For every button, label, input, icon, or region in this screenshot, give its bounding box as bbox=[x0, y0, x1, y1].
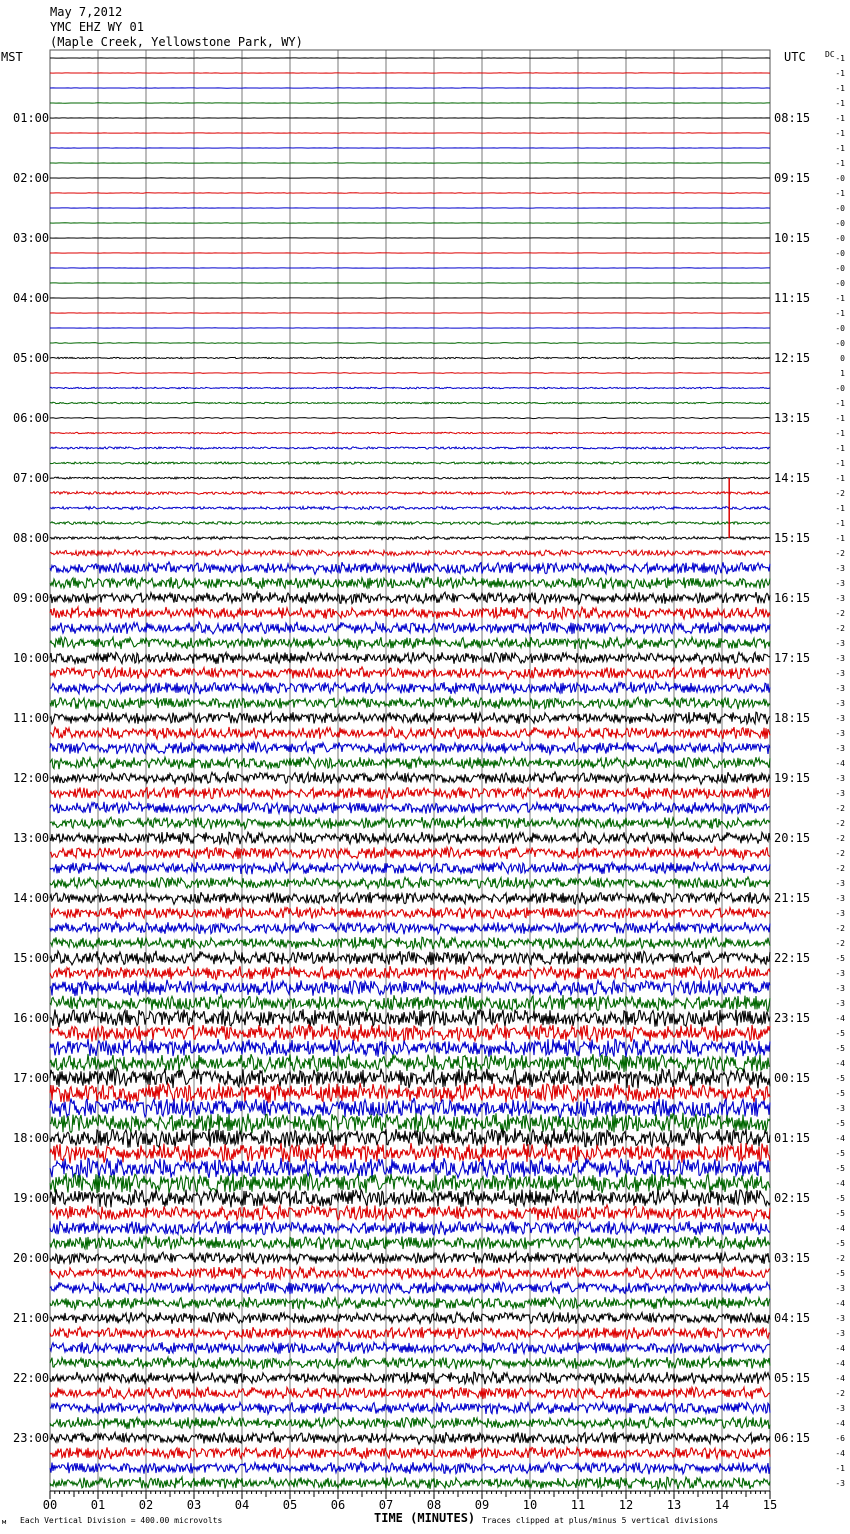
left-hour-label: 18:00 bbox=[13, 1131, 50, 1145]
dc-value: -4 bbox=[835, 1224, 845, 1233]
left-hour-label: 17:00 bbox=[13, 1071, 50, 1085]
left-hour-label: 22:00 bbox=[13, 1371, 50, 1385]
dc-value: -0 bbox=[835, 279, 845, 288]
trace-line bbox=[50, 907, 770, 919]
left-hour-label: 23:00 bbox=[13, 1431, 50, 1445]
dc-value: -5 bbox=[835, 954, 845, 963]
left-hour-label: 02:00 bbox=[13, 171, 50, 185]
dc-value: -3 bbox=[835, 774, 845, 783]
trace-line bbox=[50, 1282, 770, 1294]
left-hour-label: 07:00 bbox=[13, 471, 50, 485]
dc-value: -1 bbox=[835, 534, 845, 543]
dc-value: -1 bbox=[835, 114, 845, 123]
x-tick-label: 05 bbox=[282, 1498, 298, 1512]
right-hour-label: 18:15 bbox=[774, 711, 811, 725]
left-hour-label: 09:00 bbox=[13, 591, 50, 605]
clip-note: Traces clipped at plus/minus 5 vertical divisions bbox=[482, 1516, 719, 1525]
trace-line bbox=[50, 562, 770, 574]
dc-value: -1 bbox=[835, 414, 845, 423]
trace-line bbox=[50, 432, 770, 434]
right-hour-label: 10:15 bbox=[774, 231, 811, 245]
left-hour-label: 04:00 bbox=[13, 291, 50, 305]
dc-value: -2 bbox=[835, 819, 845, 828]
trace-line bbox=[50, 1462, 770, 1474]
trace-line bbox=[50, 1252, 770, 1264]
header-date: May 7,2012 bbox=[50, 5, 123, 19]
trace-line bbox=[50, 402, 770, 404]
dc-value: -2 bbox=[835, 924, 845, 933]
header-station: YMC EHZ WY 01 bbox=[50, 20, 144, 34]
x-tick-label: 07 bbox=[378, 1498, 394, 1512]
dc-value: -4 bbox=[835, 1359, 845, 1368]
dc-value: -3 bbox=[835, 1404, 845, 1413]
dc-value: 0 bbox=[840, 354, 845, 363]
dc-value: -1 bbox=[835, 519, 845, 528]
x-tick-label: 08 bbox=[426, 1498, 442, 1512]
trace-line bbox=[50, 892, 770, 904]
trace-line bbox=[50, 667, 770, 679]
right-hour-label: 01:15 bbox=[774, 1131, 811, 1145]
dc-value: -4 bbox=[835, 1134, 845, 1143]
left-hour-label: 01:00 bbox=[13, 111, 50, 125]
left-hour-label: 08:00 bbox=[13, 531, 50, 545]
trace-line bbox=[50, 477, 770, 479]
dc-value: -4 bbox=[835, 1014, 845, 1023]
dc-value: -5 bbox=[835, 1149, 845, 1158]
dc-value: -1 bbox=[835, 309, 845, 318]
dc-value: -4 bbox=[835, 1344, 845, 1353]
trace-line bbox=[50, 1024, 770, 1042]
left-hour-label: 06:00 bbox=[13, 411, 50, 425]
trace-line bbox=[50, 1327, 770, 1339]
dc-value: -0 bbox=[835, 234, 845, 243]
right-hour-label: 19:15 bbox=[774, 771, 811, 785]
right-hour-label: 11:15 bbox=[774, 291, 811, 305]
trace-line bbox=[50, 1417, 770, 1429]
left-hour-label: 10:00 bbox=[13, 651, 50, 665]
trace-line bbox=[50, 682, 770, 694]
trace-line bbox=[50, 966, 770, 980]
left-hour-label: 13:00 bbox=[13, 831, 50, 845]
right-hour-label: 22:15 bbox=[774, 951, 811, 965]
right-hour-label: 02:15 bbox=[774, 1191, 811, 1205]
dc-value: -2 bbox=[835, 1389, 845, 1398]
trace-line bbox=[50, 787, 770, 799]
left-hour-label: 21:00 bbox=[13, 1311, 50, 1325]
x-axis bbox=[43, 1491, 777, 1512]
dc-value: -4 bbox=[835, 1449, 845, 1458]
trace-line bbox=[50, 417, 770, 418]
trace-line bbox=[50, 343, 770, 344]
right-hour-label: 04:15 bbox=[774, 1311, 811, 1325]
dc-value: -0 bbox=[835, 219, 845, 228]
dc-value: -3 bbox=[835, 999, 845, 1008]
dc-value: -1 bbox=[835, 99, 845, 108]
trace-line bbox=[50, 1357, 770, 1369]
dc-value: -3 bbox=[835, 969, 845, 978]
dc-value: -5 bbox=[835, 1269, 845, 1278]
dc-value: -3 bbox=[835, 1329, 845, 1338]
dc-value: -3 bbox=[835, 744, 845, 753]
dc-value: -5 bbox=[835, 1074, 845, 1083]
trace-line bbox=[50, 757, 770, 769]
trace-line bbox=[50, 1068, 770, 1088]
trace-line bbox=[50, 1113, 770, 1133]
trace-line bbox=[50, 832, 770, 844]
dc-value: -4 bbox=[835, 1419, 845, 1428]
dc-value: -0 bbox=[835, 264, 845, 273]
trace-line bbox=[50, 1387, 770, 1399]
dc-value: -6 bbox=[835, 1434, 845, 1443]
trace-line bbox=[50, 373, 770, 374]
trace-line bbox=[50, 536, 770, 539]
dc-value: -3 bbox=[835, 1479, 845, 1488]
dc-value: -3 bbox=[835, 984, 845, 993]
dc-value: -1 bbox=[835, 1464, 845, 1473]
right-hour-label: 06:15 bbox=[774, 1431, 811, 1445]
dc-value: -3 bbox=[835, 654, 845, 663]
dc-value: -3 bbox=[835, 1314, 845, 1323]
trace-line bbox=[50, 521, 770, 524]
right-hour-label: 17:15 bbox=[774, 651, 811, 665]
dc-value: -1 bbox=[835, 159, 845, 168]
right-hour-label: 00:15 bbox=[774, 1071, 811, 1085]
x-tick-label: 12 bbox=[618, 1498, 634, 1512]
x-axis-title: TIME (MINUTES) bbox=[374, 1511, 476, 1525]
dc-value: -3 bbox=[835, 894, 845, 903]
dc-value: -3 bbox=[835, 564, 845, 573]
scale-note: Each Vertical Division = 400.00 microvolts bbox=[20, 1516, 223, 1525]
trace-line bbox=[50, 387, 770, 389]
trace-line bbox=[50, 1342, 770, 1354]
left-hour-label: 15:00 bbox=[13, 951, 50, 965]
dc-value: -1 bbox=[835, 129, 845, 138]
seismic-traces bbox=[50, 58, 770, 1489]
x-tick-label: 02 bbox=[138, 1498, 154, 1512]
dc-value: -5 bbox=[835, 1089, 845, 1098]
left-hour-label: 05:00 bbox=[13, 351, 50, 365]
dc-value: -0 bbox=[835, 174, 845, 183]
left-hour-label: 14:00 bbox=[13, 891, 50, 905]
dc-value: -4 bbox=[835, 1179, 845, 1188]
dc-value: -1 bbox=[835, 399, 845, 408]
right-hour-label: 08:15 bbox=[774, 111, 811, 125]
right-hour-label: 03:15 bbox=[774, 1251, 811, 1265]
right-hour-label: 15:15 bbox=[774, 531, 811, 545]
trace-line bbox=[50, 1189, 770, 1208]
dc-value: -4 bbox=[835, 1299, 845, 1308]
trace-line bbox=[50, 193, 770, 194]
dc-value: -2 bbox=[835, 489, 845, 498]
dc-value: -1 bbox=[835, 84, 845, 93]
right-hour-label: 13:15 bbox=[774, 411, 811, 425]
trace-line bbox=[50, 577, 770, 589]
trace-line bbox=[50, 727, 770, 739]
trace-line bbox=[50, 622, 770, 634]
dc-value: -1 bbox=[835, 459, 845, 468]
dc-value: -3 bbox=[835, 879, 845, 888]
trace-line bbox=[50, 550, 770, 556]
left-timezone-label: MST bbox=[1, 50, 23, 64]
dc-value: -5 bbox=[835, 1119, 845, 1128]
dc-value: -3 bbox=[835, 684, 845, 693]
trace-line bbox=[50, 637, 770, 649]
trace-line bbox=[50, 772, 770, 784]
left-hour-label: 20:00 bbox=[13, 1251, 50, 1265]
right-hour-label: 16:15 bbox=[774, 591, 811, 605]
dc-value: -1 bbox=[835, 54, 845, 63]
dc-value: -4 bbox=[835, 1374, 845, 1383]
trace-line bbox=[50, 1477, 770, 1489]
trace-line bbox=[50, 862, 770, 874]
dc-value: -2 bbox=[835, 939, 845, 948]
dc-value: -2 bbox=[835, 624, 845, 633]
right-hour-label: 09:15 bbox=[774, 171, 811, 185]
dc-value: -3 bbox=[835, 714, 845, 723]
dc-value: -1 bbox=[835, 474, 845, 483]
dc-value: -3 bbox=[835, 594, 845, 603]
x-tick-label: 14 bbox=[714, 1498, 730, 1512]
trace-line bbox=[50, 742, 770, 754]
trace-line bbox=[50, 652, 770, 664]
trace-line bbox=[50, 1432, 770, 1444]
dc-value: -3 bbox=[835, 729, 845, 738]
dc-value: -3 bbox=[835, 1104, 845, 1113]
trace-line bbox=[50, 1372, 770, 1384]
dc-value: -1 bbox=[835, 189, 845, 198]
x-tick-label: 01 bbox=[90, 1498, 106, 1512]
left-hour-label: 12:00 bbox=[13, 771, 50, 785]
x-tick-label: 09 bbox=[474, 1498, 490, 1512]
right-hour-label: 20:15 bbox=[774, 831, 811, 845]
trace-line bbox=[50, 980, 770, 996]
dc-value: -0 bbox=[835, 324, 845, 333]
left-hour-label: 19:00 bbox=[13, 1191, 50, 1205]
left-hour-label: 16:00 bbox=[13, 1011, 50, 1025]
trace-line bbox=[50, 712, 770, 724]
right-hour-label: 14:15 bbox=[774, 471, 811, 485]
trace-line bbox=[50, 1447, 770, 1459]
x-tick-label: 06 bbox=[330, 1498, 346, 1512]
trace-line bbox=[50, 995, 770, 1011]
trace-line bbox=[50, 1205, 770, 1221]
dc-value: -2 bbox=[835, 849, 845, 858]
footer-mark: м bbox=[2, 1518, 7, 1526]
x-tick-label: 04 bbox=[234, 1498, 250, 1512]
dc-value: -0 bbox=[835, 339, 845, 348]
trace-line bbox=[50, 447, 770, 449]
left-hour-labels bbox=[13, 111, 49, 1445]
trace-line bbox=[50, 1173, 770, 1193]
trace-line bbox=[50, 357, 770, 359]
trace-line bbox=[50, 506, 770, 509]
trace-line bbox=[50, 1267, 770, 1279]
right-hour-label: 05:15 bbox=[774, 1371, 811, 1385]
dc-value: -3 bbox=[835, 1284, 845, 1293]
dc-value: -2 bbox=[835, 804, 845, 813]
trace-line bbox=[50, 951, 770, 965]
dc-value: -5 bbox=[835, 1194, 845, 1203]
dc-value: -2 bbox=[835, 609, 845, 618]
trace-line bbox=[50, 922, 770, 934]
trace-line bbox=[50, 607, 770, 619]
dc-value: -5 bbox=[835, 1044, 845, 1053]
trace-line bbox=[50, 1009, 770, 1027]
dc-value: -4 bbox=[835, 759, 845, 768]
dc-value: -3 bbox=[835, 789, 845, 798]
dc-value: -2 bbox=[835, 1254, 845, 1263]
dc-value: -3 bbox=[835, 639, 845, 648]
trace-line bbox=[50, 847, 770, 859]
right-hour-label: 21:15 bbox=[774, 891, 811, 905]
dc-value: -5 bbox=[835, 1029, 845, 1038]
dc-value: -3 bbox=[835, 699, 845, 708]
dc-value: -1 bbox=[835, 144, 845, 153]
left-hour-label: 11:00 bbox=[13, 711, 50, 725]
dc-value: -2 bbox=[835, 864, 845, 873]
dc-value: -4 bbox=[835, 1059, 845, 1068]
dc-value: -1 bbox=[835, 69, 845, 78]
trace-line bbox=[50, 1221, 770, 1235]
dc-value: -1 bbox=[835, 444, 845, 453]
trace-line bbox=[50, 592, 770, 604]
trace-line bbox=[50, 697, 770, 709]
trace-line bbox=[50, 1297, 770, 1309]
trace-line bbox=[50, 937, 770, 949]
x-tick-label: 00 bbox=[42, 1498, 58, 1512]
right-hour-label: 12:15 bbox=[774, 351, 811, 365]
dc-value: 1 bbox=[840, 369, 845, 378]
trace-line bbox=[50, 491, 770, 494]
dc-value: -3 bbox=[835, 909, 845, 918]
right-hour-label: 23:15 bbox=[774, 1011, 811, 1025]
trace-line bbox=[50, 1402, 770, 1414]
right-hour-labels bbox=[774, 111, 810, 1445]
dc-value: -5 bbox=[835, 1209, 845, 1218]
dc-value: -3 bbox=[835, 669, 845, 678]
x-tick-label: 11 bbox=[570, 1498, 586, 1512]
dc-value: -1 bbox=[835, 294, 845, 303]
dc-value: -5 bbox=[835, 1239, 845, 1248]
x-tick-label: 15 bbox=[762, 1498, 778, 1512]
dc-value: -5 bbox=[835, 1164, 845, 1173]
trace-line bbox=[50, 462, 770, 464]
trace-line bbox=[50, 1312, 770, 1324]
dc-value: -1 bbox=[835, 429, 845, 438]
dc-offset-labels bbox=[835, 54, 845, 1488]
dc-value: -3 bbox=[835, 579, 845, 588]
dc-value: -2 bbox=[835, 834, 845, 843]
x-tick-label: 13 bbox=[666, 1498, 682, 1512]
header-location: (Maple Creek, Yellowstone Park, WY) bbox=[50, 35, 303, 49]
trace-line bbox=[50, 1236, 770, 1250]
dc-header-label: DC bbox=[825, 50, 835, 59]
dc-value: -0 bbox=[835, 249, 845, 258]
dc-value: -0 bbox=[835, 384, 845, 393]
left-hour-label: 03:00 bbox=[13, 231, 50, 245]
dc-value: -2 bbox=[835, 549, 845, 558]
right-timezone-label: UTC bbox=[784, 50, 806, 64]
trace-line bbox=[50, 817, 770, 829]
x-tick-label: 10 bbox=[522, 1498, 538, 1512]
dc-value: -1 bbox=[835, 504, 845, 513]
trace-line bbox=[50, 802, 770, 814]
dc-value: -0 bbox=[835, 204, 845, 213]
x-tick-label: 03 bbox=[186, 1498, 202, 1512]
trace-line bbox=[50, 877, 770, 889]
